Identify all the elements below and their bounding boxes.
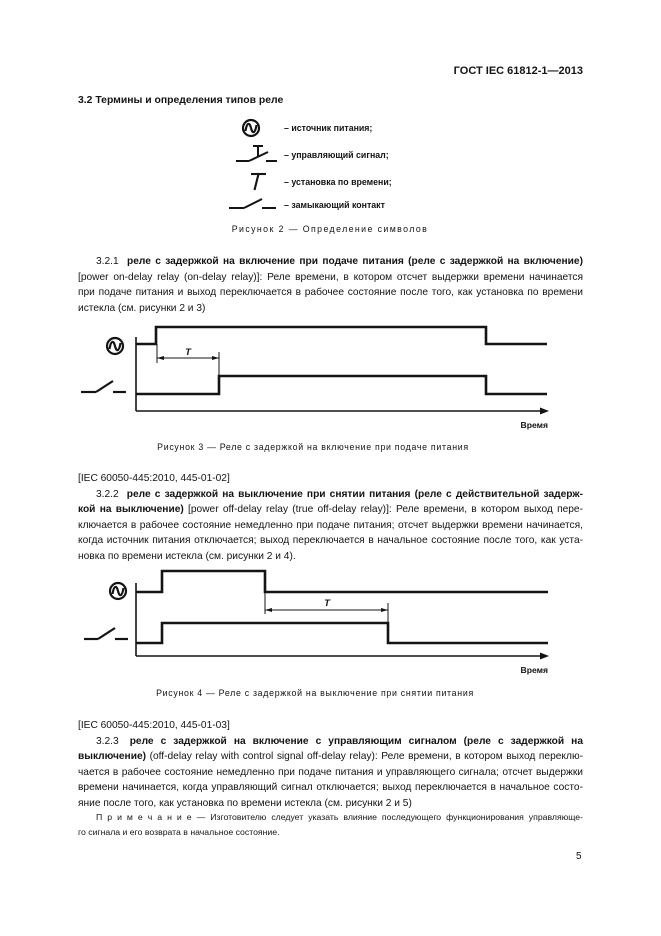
- clause-line: [78, 254, 583, 270]
- clause-text: (off-delay relay with control signal off-delay relay): Реле времени, в котором выход переклю-: [149, 751, 583, 763]
- note: [78, 810, 583, 840]
- make-contact-icon: [81, 381, 126, 392]
- time-axis-arrow: [540, 653, 549, 660]
- time-axis-label: Время: [520, 665, 548, 675]
- supply-waveform: [136, 571, 548, 592]
- source-reference: [IEC 60050-445:2010, 445-01-02]: [78, 473, 230, 484]
- supply-waveform: [136, 327, 547, 344]
- time-axis-label: Время: [520, 420, 548, 430]
- figure-3-timing-diagram: [75, 318, 560, 432]
- clause-line: чается в рабочее состояние немедленно при подаче питания и управляющего сигнала; отсчет выдержки: [78, 766, 583, 778]
- power-source-icon: [110, 583, 126, 599]
- source-reference: [IEC 60050-445:2010, 445-01-03]: [78, 720, 230, 731]
- legend-label-power-source: – источник питания;: [284, 123, 373, 133]
- legend-label-make-contact: – замыкающий контакт: [284, 200, 385, 210]
- power-source-icon: [107, 338, 123, 354]
- clause-3-2-1: [78, 254, 583, 316]
- clause-text: [power off-delay relay (true off-delay relay)]: Реле времени, в котором выход пере-: [188, 504, 583, 516]
- note-line: го сигнала и его возврата в начальное состояние.: [78, 827, 280, 837]
- clause-line: истекла (см. рисунки 2 и 3): [78, 302, 206, 314]
- clause-term: реле с задержкой на выключение при снятии питания (реле с действительной задерж-: [126, 488, 583, 500]
- clause-number: 3.2.2: [96, 488, 119, 500]
- clause-term: реле с задержкой на включение при подаче питания (реле с задержкой на включение): [127, 256, 583, 267]
- clause-term: реле с задержкой на включение с управляющим сигналом (реле с задержкой на: [129, 735, 583, 747]
- clause-term: выключение): [78, 751, 147, 763]
- clause-number: 3.2.1: [96, 256, 119, 267]
- figure-3-caption: Рисунок 3 — Реле с задержкой на включение при подаче питания: [157, 442, 469, 452]
- clause-line: ключается в рабочее состояние немедленно при подаче питания; отсчет выдержки времени начинается,: [78, 519, 583, 531]
- time-axis-arrow: [540, 408, 549, 415]
- control-signal-icon: [236, 146, 277, 161]
- make-contact-icon: [84, 628, 128, 639]
- delay-arrow-right: [381, 608, 388, 612]
- note-label: П р и м е ч а н и е: [96, 812, 192, 822]
- power-source-icon: [243, 120, 259, 136]
- clause-line: [78, 734, 583, 750]
- delay-arrow-left: [265, 608, 272, 612]
- clause-line: [78, 502, 583, 518]
- figure-4-timing-diagram: [75, 562, 560, 676]
- time-setting-icon: [251, 174, 266, 190]
- delay-time-label: T: [185, 347, 191, 358]
- clause-term: кой на выключение): [78, 504, 184, 516]
- legend-label-control-signal: – управляющий сигнал;: [284, 150, 389, 160]
- output-waveform: [136, 623, 548, 643]
- clause-3-2-3: [78, 718, 583, 812]
- clause-line: [78, 749, 583, 765]
- document-code: ГОСТ IEC 61812-1—2013: [453, 65, 583, 77]
- delay-time-label: T: [324, 598, 330, 609]
- output-waveform: [136, 376, 547, 394]
- clause-line: яние после того, как установка по времени истекла (см. рисунки 2 и 5): [78, 797, 412, 809]
- page-number: 5: [576, 851, 582, 862]
- clause-line: когда источник питания отключается; выход переключается в начальное состояние после того, как уста-: [78, 535, 583, 547]
- figure-4-caption: Рисунок 4 — Реле с задержкой на выключение при снятии питания: [156, 688, 474, 698]
- legend-label-time-setting: – установка по времени;: [284, 177, 392, 187]
- clause-line: [78, 487, 583, 503]
- delay-arrow-left: [157, 356, 164, 360]
- make-contact-icon: [229, 199, 276, 208]
- clause-line: новка по времени истекла (см. рисунки 2 и 4).: [78, 550, 296, 562]
- section-heading: 3.2 Термины и определения типов реле: [78, 95, 284, 106]
- note-line: [78, 810, 583, 825]
- note-text: — Изготовителю следует указать влияние последующего функционирования управляюще-: [196, 812, 583, 822]
- clause-line: при подаче питания и выход переключается в рабочее состояние после того, как установка по времени: [78, 287, 583, 299]
- clause-line: [power on-delay relay (on-delay relay)]: Реле времени, в котором отсчет выдержки времени начинается: [78, 271, 583, 283]
- figure-2-symbols: [225, 115, 282, 215]
- clause-line: времени начинается, когда управляющий сигнал отключается; выход переключается в начальное состо-: [78, 782, 583, 794]
- clause-3-2-2: [78, 471, 583, 565]
- clause-number: 3.2.3: [96, 735, 119, 747]
- figure-2-caption: Рисунок 2 — Определение символов: [231, 224, 429, 234]
- delay-arrow-right: [212, 356, 219, 360]
